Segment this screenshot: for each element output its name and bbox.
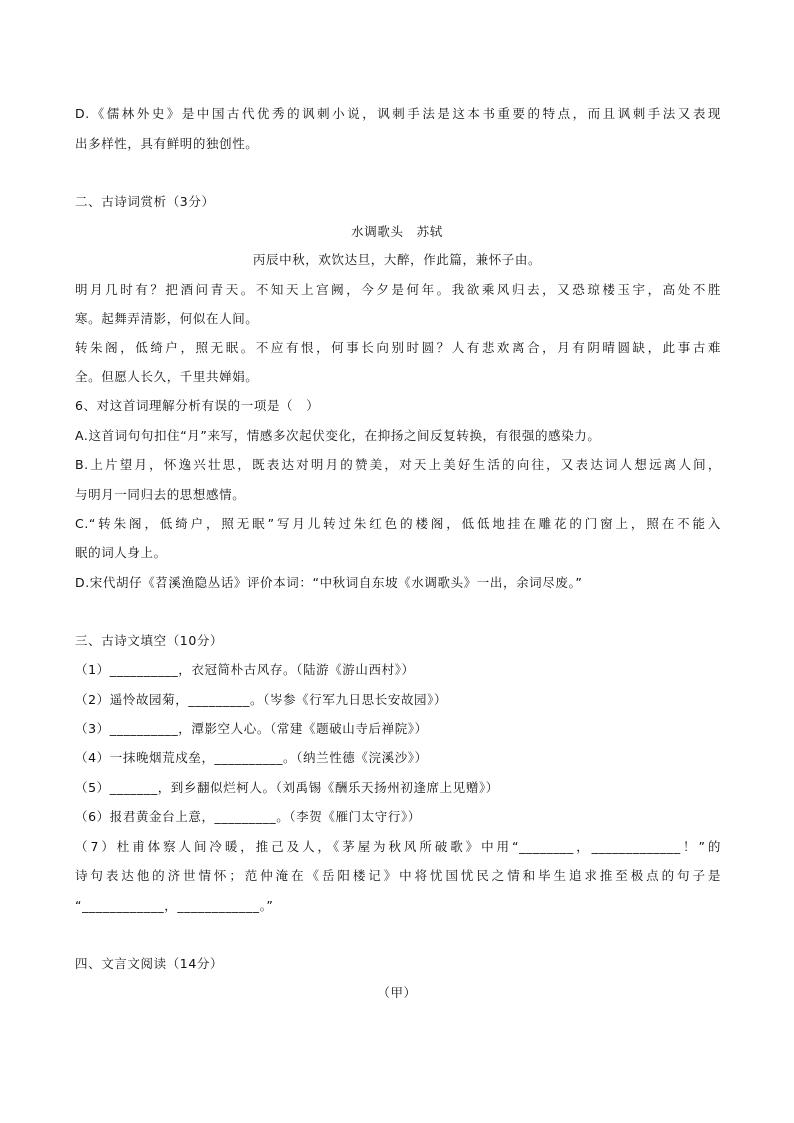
poem-preface: 丙辰中秋，欢饮达旦，大醉，作此篇，兼怀子由。 — [252, 252, 542, 267]
q6-option-b-line-1: B.上片望月，怀逸兴壮思，既表达对明月的赞美，对天上美好生活的向往，又表达词人想远离人间， — [75, 457, 721, 472]
q6-option-c-line-2: 眠的词人身上。 — [75, 545, 167, 560]
option-d-line-2: 出多样性，具有鲜明的独创性。 — [75, 136, 259, 151]
poem-line-4: 全。但愿人长久，千里共婵娟。 — [75, 369, 259, 384]
q6-option-d: D.宋代胡仔《苕溪渔隐丛话》评价本词：“中秋词自东坡《水调歌头》一出，余词尽废。” — [75, 575, 583, 590]
fill-item-7-line-3: “____________，____________。” — [75, 898, 274, 913]
section-4-heading: 四、文言文阅读（14分） — [75, 956, 224, 971]
fill-item-7-line-2: 诗句表达他的济世情怀；范仲淹在《岳阳楼记》中将忧国忧民之情和毕生追求推至极点的句子是 — [75, 868, 721, 883]
q6-option-a: A.这首词句句扣住“月”来写，情感多次起伏变化，在抑扬之间反复转换，有很强的感染力。 — [75, 428, 601, 443]
section-2-heading: 二、古诗词赏析（3分） — [75, 194, 215, 209]
poem-line-3: 转朱阁，低绮户，照无眠。不应有恨，何事长向别时圆？人有悲欢离合，月有阴晴圆缺，此事古难 — [75, 340, 721, 355]
fill-item-1: （1）__________，衣冠简朴古风存。（陆游《游山西村》） — [75, 662, 415, 677]
fill-item-3: （3）__________，潭影空人心。（常建《题破山寺后禅院》） — [75, 721, 428, 736]
poem-line-2: 寒。起舞弄清影，何似在人间。 — [75, 311, 259, 326]
section-3-heading: 三、古诗文填空（10分） — [75, 633, 224, 648]
fill-item-2: （2）遥怜故园菊，_________。（岑参《行军九日思长安故园》） — [75, 692, 448, 707]
question-6: 6、对这首词理解分析有误的一项是（ ） — [75, 398, 320, 413]
fill-item-5: （5）_______，到乡翻似烂柯人。（刘禹锡《酬乐天扬州初逢席上见赠》） — [75, 780, 499, 795]
fill-item-6: （6）报君黄金台上意，_________。（李贺《雁门太守行》） — [75, 809, 421, 824]
q6-option-b-line-2: 与明月一同归去的思想感情。 — [75, 487, 246, 502]
poem-title: 水调歌头 苏轼 — [351, 224, 443, 239]
option-d-line-1: D.《儒林外史》是中国古代优秀的讽刺小说，讽刺手法是这本书重要的特点，而且讽刺手法又表现 — [75, 106, 721, 121]
fill-item-7-line-1: （7）杜甫体察人间冷暖，推己及人，《茅屋为秋风所破歌》中用“________，_____________！”的 — [75, 839, 721, 854]
poem-line-1: 明月几时有？把酒问青天。不知天上宫阙，今夕是何年。我欲乘风归去，又恐琼楼玉宇，高处不胜 — [75, 282, 721, 297]
q6-option-c-line-1: C.“转朱阁，低绮户，照无眠”写月儿转过朱红色的楼阁，低低地挂在雕花的门窗上，照在不能入 — [75, 516, 721, 531]
section-4-subheading: （甲） — [377, 985, 417, 1000]
fill-item-4: （4）一抹晚烟荒戍垒，__________。（纳兰性德《浣溪沙》） — [75, 750, 428, 765]
